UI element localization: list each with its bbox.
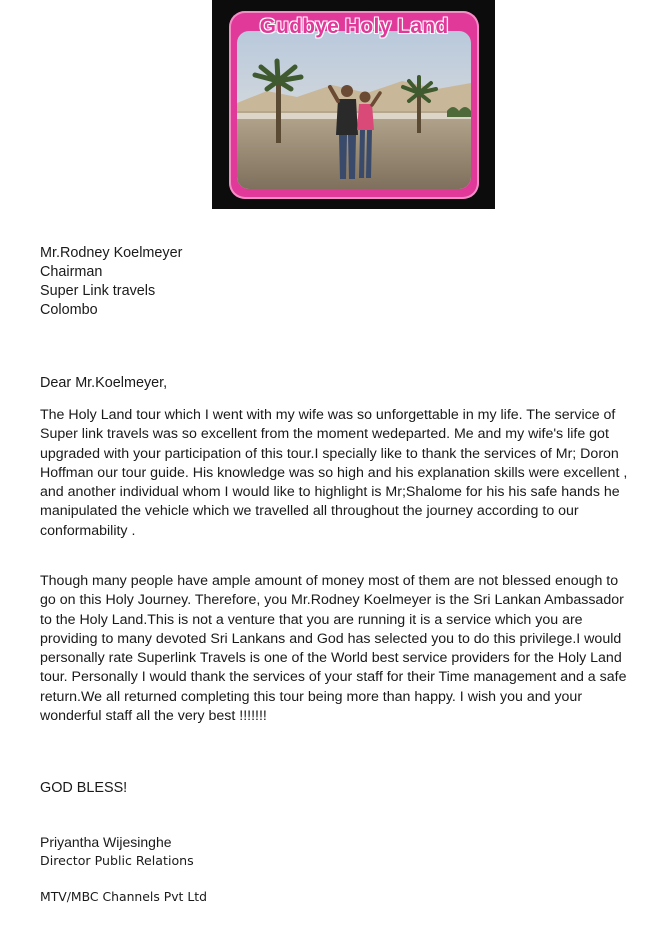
signer-role: Director Public Relations xyxy=(40,853,194,868)
body-paragraph-1: The Holy Land tour which I went with my wife was so unforgettable in my life. The service of Super link travels was so excellent from the moment wedeparted. Me and my wife's life got upgraded with your participation of this tour.I specially like to thank the services of Mr; Doron Hoffman our tour guide. His knowledge was so high and his explanation skills were excellent , and another individual whom I would like to highlight is Mr;Shalome for his his safe hands he manipulated the vehicle which we travelled all throughout the journey according to our conformability . xyxy=(40,407,628,539)
recipient-title: Chairman xyxy=(40,264,103,280)
recipient-city: Colombo xyxy=(40,302,98,318)
signer-name: Priyantha Wijesinghe xyxy=(40,834,172,850)
photo-title: Gudbye Holy Land xyxy=(259,15,449,38)
recipient-company: Super Link travels xyxy=(40,283,156,299)
closing-blessing: GOD BLESS! xyxy=(40,780,128,796)
recipient-name: Mr.Rodney Koelmeyer xyxy=(40,245,183,261)
photo-frame xyxy=(212,0,495,209)
recipient-address xyxy=(40,244,182,320)
photo-card xyxy=(229,11,479,199)
signer-company: MTV/MBC Channels Pvt Ltd xyxy=(40,889,207,904)
body-paragraph-2: Though many people have ample amount of money most of them are not blessed enough to go on this Holy Journey. Therefore, you Mr.Rodney Koelmeyer is the Sri Lankan Ambassador to the Holy Land.This is not a venture that you are running it is a service which you are providing to many devoted Sri Lankans and God has selected you to do this privilege.I would personally rate Superlink Travels is one of the World best service providers for the Holy Land tour. Personally I would thank the services of your staff for their Time management and a safe return.We all returned completing this tour being more than happy. I wish you and your wonderful staff all the very best !!!!!!! xyxy=(40,573,627,725)
signature-block xyxy=(40,833,194,871)
photo-scene xyxy=(237,31,471,189)
couple-desert-photo xyxy=(237,31,471,189)
salutation: Dear Mr.Koelmeyer, xyxy=(40,375,168,391)
